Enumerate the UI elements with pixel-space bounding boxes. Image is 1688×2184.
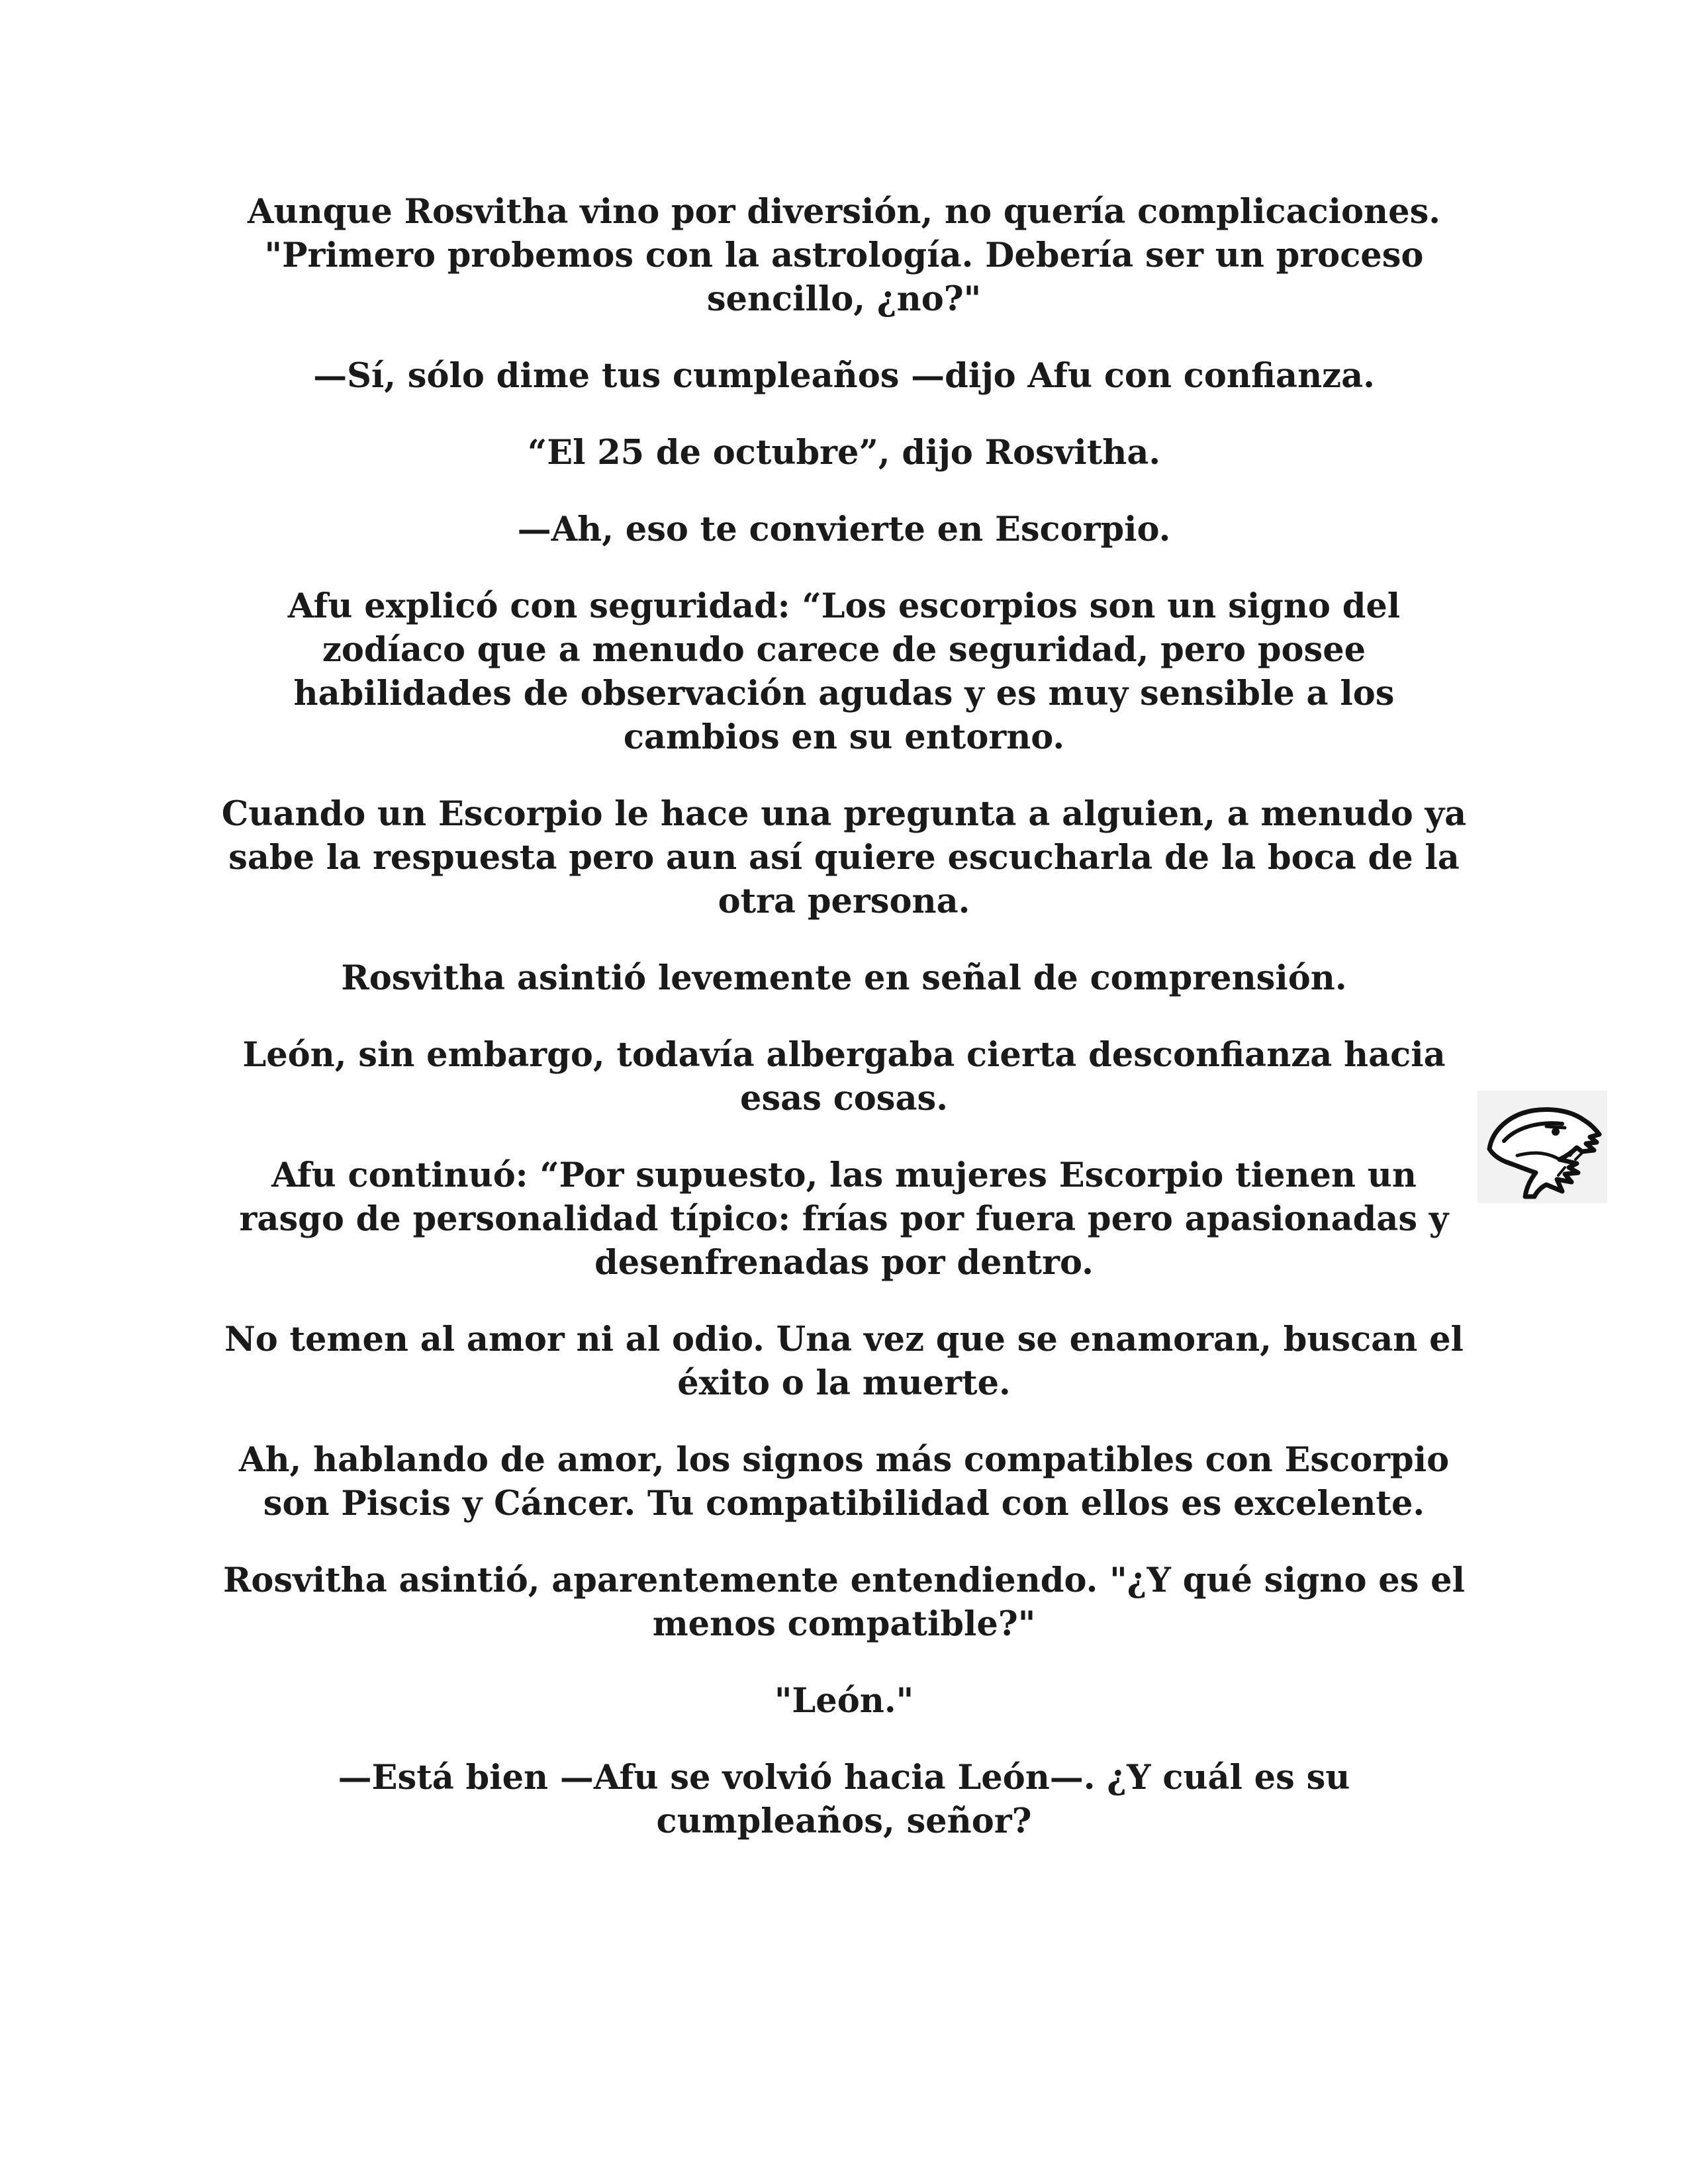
paragraph-8: León, sin embargo, todavía albergaba cierta desconfianza hacia esas cosas. [242, 1035, 1446, 1118]
paragraph-10: No temen al amor ni al odio. Una vez que se enamoran, buscan el éxito o la muerte. [224, 1320, 1464, 1403]
paragraph-13: "León." [774, 1681, 914, 1721]
dinosaur-head-icon [1477, 1091, 1607, 1203]
paragraph-7: Rosvitha asintió levemente en señal de comprensión. [341, 958, 1347, 998]
paragraph-4: —Ah, eso te convierte en Escorpio. [517, 510, 1171, 549]
paragraph-1: Aunque Rosvitha vino por diversión, no quería complicaciones. "Primero probemos con la astrología. Debería ser un proceso sencillo, ¿no?" [247, 192, 1441, 319]
paragraph-9: Afu continuó: “Por supuesto, las mujeres Escorpio tienen un rasgo de personalidad típico: frías por fuera pero apasionadas y desenfrenadas por dentro. [239, 1156, 1449, 1283]
paragraph-12: Rosvitha asintió, aparentemente entendiendo. "¿Y qué signo es el menos compatible?" [223, 1561, 1465, 1644]
paragraph-3: “El 25 de octubre”, dijo Rosvitha. [527, 433, 1161, 473]
paragraph-2: —Sí, sólo dime tus cumpleaños —dijo Afu con confianza. [313, 356, 1375, 396]
paragraph-14: —Está bien —Afu se volvió hacia León—. ¿Y cuál es su cumpleaños, señor? [338, 1758, 1350, 1841]
story-text [218, 190, 1470, 1876]
paragraph-6: Cuando un Escorpio le hace una pregunta a alguien, a menudo ya sabe la respuesta pero aun así quiere escucharla de la boca de la otra persona. [221, 794, 1467, 921]
paragraph-11: Ah, hablando de amor, los signos más compatibles con Escorpio son Piscis y Cáncer. Tu compatibilidad con ellos es excelente. [238, 1440, 1450, 1524]
paragraph-5: Afu explicó con seguridad: “Los escorpios son un signo del zodíaco que a menudo carece de seguridad, pero posee habilidades de observación agudas y es muy sensible a los cambios en su entorno. [287, 586, 1401, 757]
